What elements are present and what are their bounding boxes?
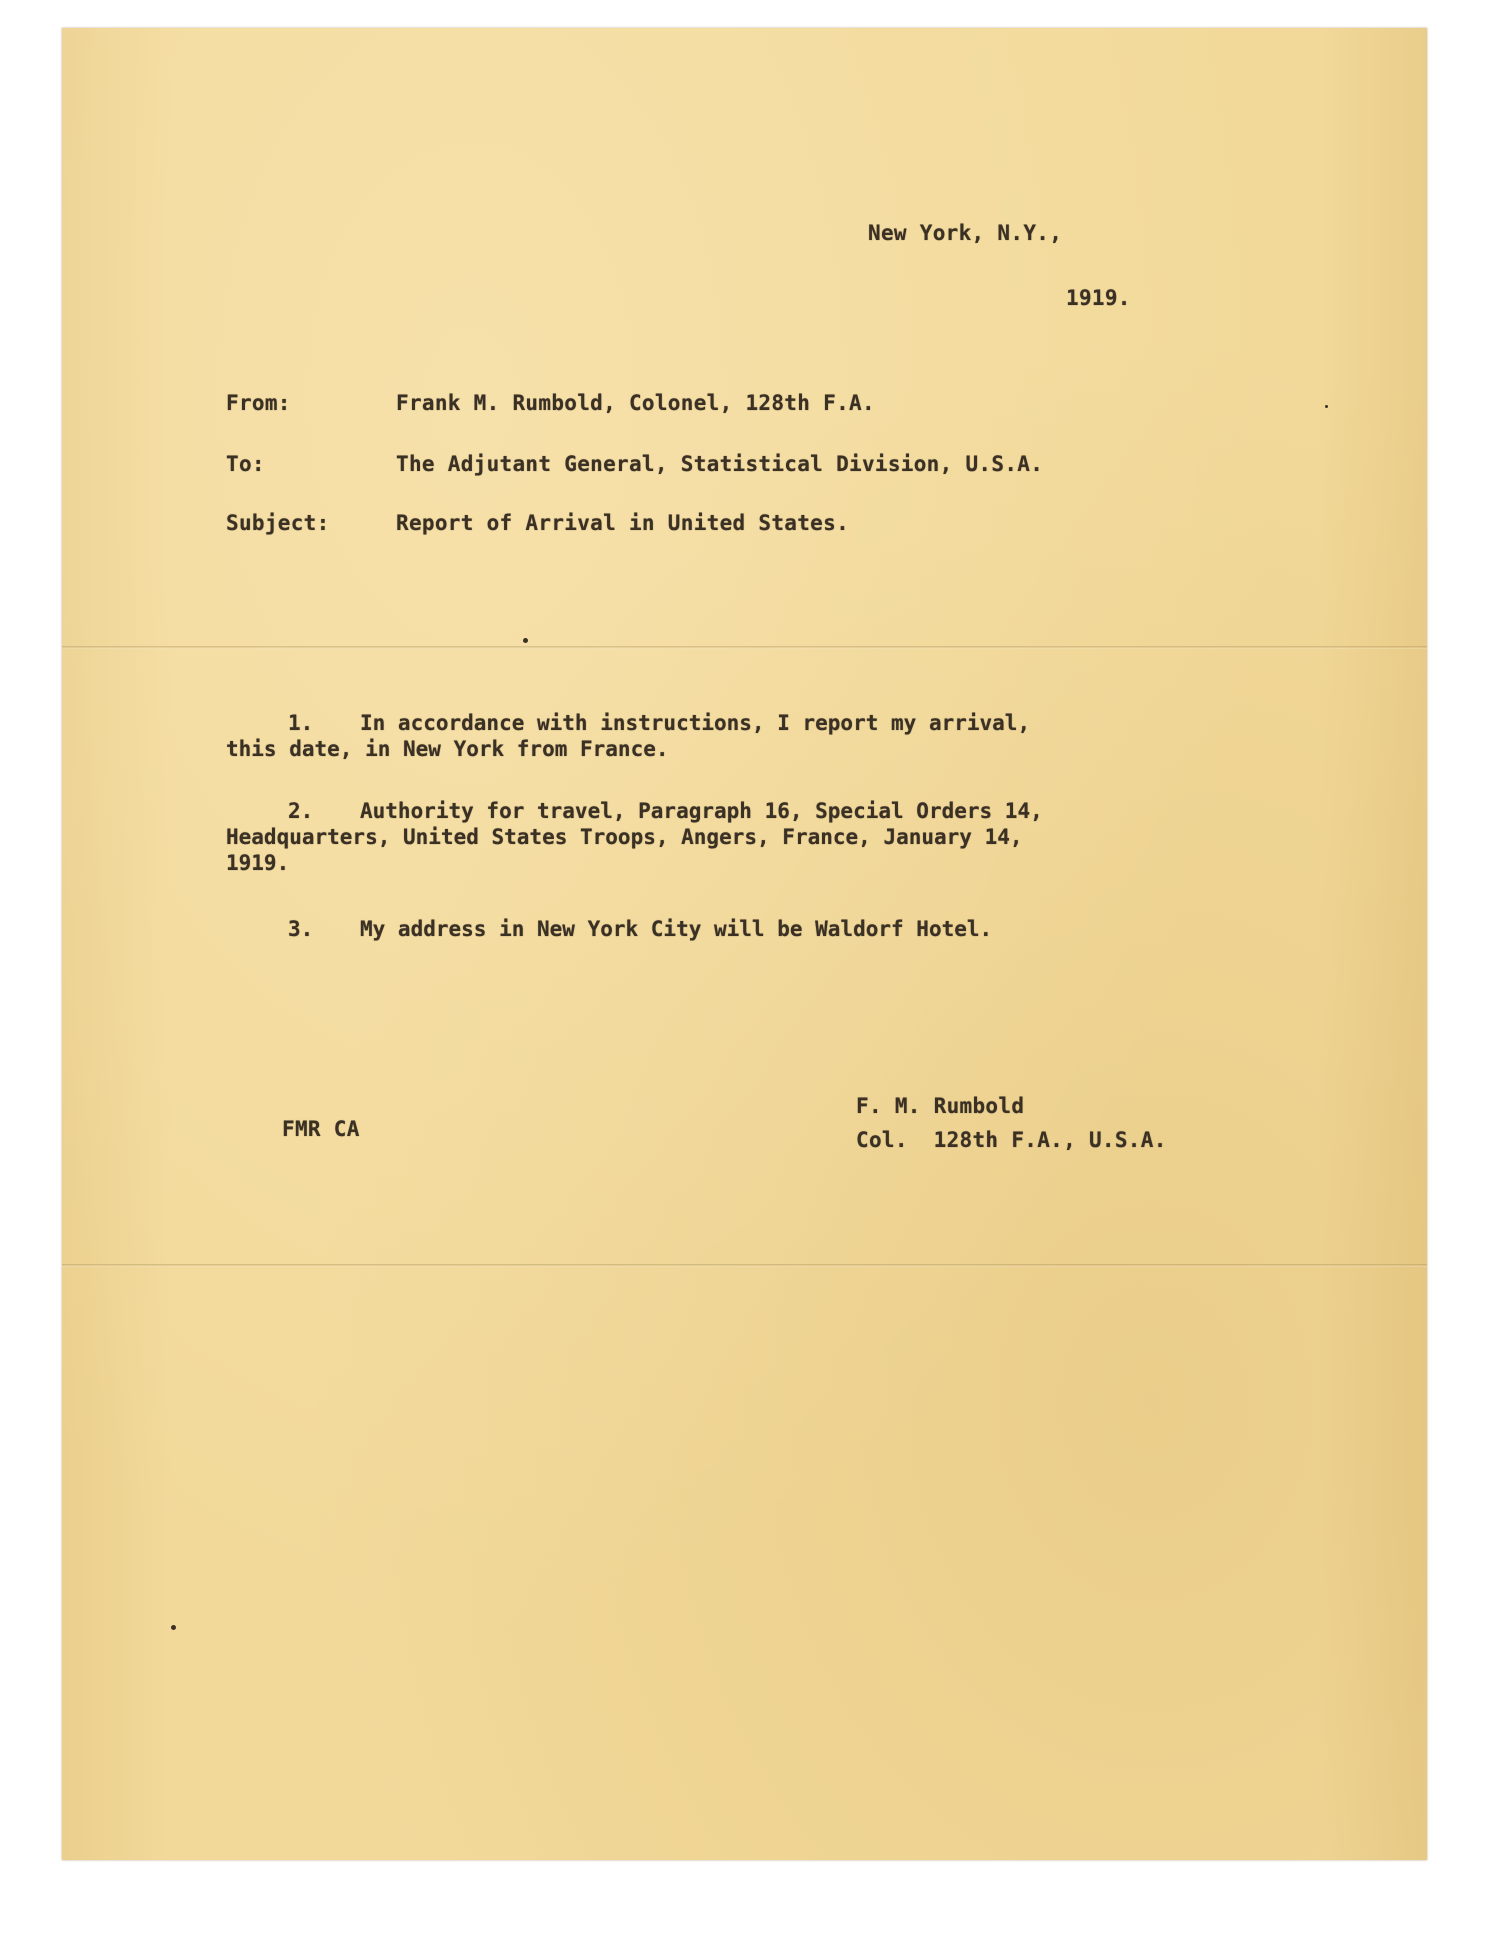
letter-place: New York, N.Y., (868, 221, 1063, 245)
paper-speck (171, 1625, 176, 1630)
paragraph-1 (226, 710, 1066, 762)
paragraph-2-number: 2. (288, 799, 314, 823)
fold-line-upper (62, 646, 1427, 649)
paragraph-2 (226, 798, 1066, 876)
letter-sheet (62, 28, 1427, 1860)
from-label: From: (226, 391, 291, 415)
fold-line-lower (62, 1264, 1427, 1267)
signature-title: Col. 128th F.A., U.S.A. (856, 1128, 1167, 1152)
paragraph-3-text: My address in New York City will be Waldorf Hotel. (360, 917, 993, 941)
subject-value: Report of Arrival in United States. (396, 511, 850, 535)
subject-label: Subject: (226, 511, 330, 535)
paragraph-2-text: Authority for travel, Paragraph 16, Special Orders 14, Headquarters, United States Troops, Angers, France, January 14, 1919. (226, 799, 1043, 875)
typist-initials: FMR CA (282, 1117, 360, 1141)
paragraph-3 (226, 916, 1066, 942)
paragraph-1-number: 1. (288, 711, 314, 735)
from-value: Frank M. Rumbold, Colonel, 128th F.A. (396, 391, 875, 415)
letter-year: 1919. (1066, 286, 1131, 310)
signature-name: F. M. Rumbold (856, 1094, 1025, 1118)
paragraph-1-text: In accordance with instructions, I report my arrival, this date, in New York from France. (226, 711, 1031, 761)
paragraph-3-number: 3. (288, 917, 314, 941)
to-label: To: (226, 452, 265, 476)
paper-speck (523, 638, 528, 643)
paper-speck (1325, 405, 1328, 408)
to-value: The Adjutant General, Statistical Division, U.S.A. (396, 452, 1044, 476)
